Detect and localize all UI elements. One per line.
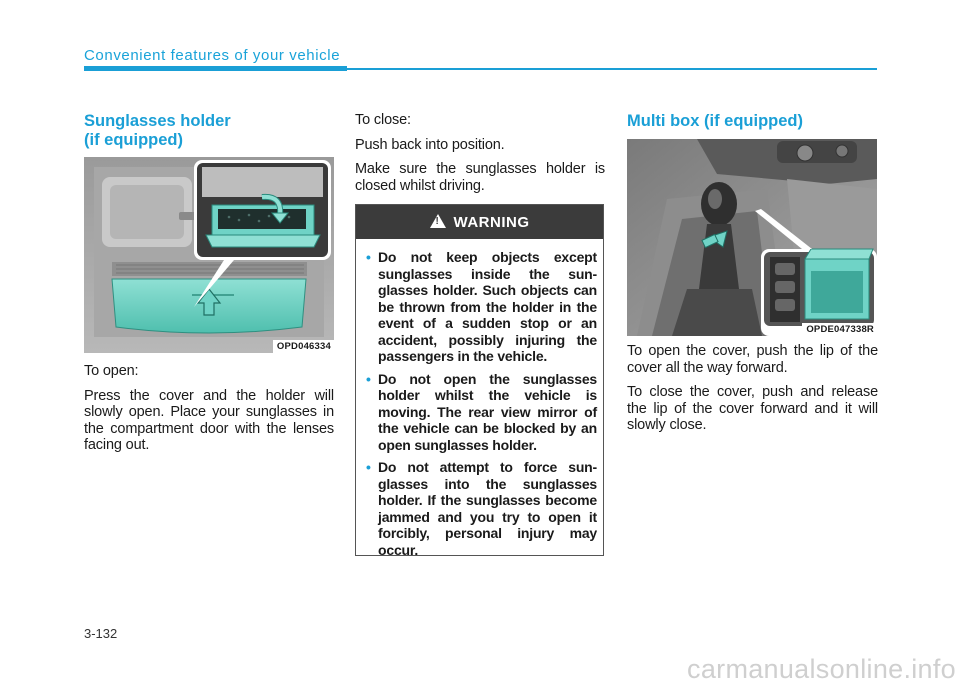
multibox-open-text: To open the cover, push the lip of the cover all the way forward. [627, 343, 878, 376]
open-title: To open: [84, 363, 139, 379]
sunglasses-figure-code: OPD046334 [273, 340, 334, 353]
warning-item-text: Do not open the sunglasses holder whilst the vehicle is moving. The rear view mirror of the vehicle can be blocked by an open sunglasses holder. [378, 370, 597, 453]
header-rule-thin [347, 68, 877, 70]
bullet-icon: • [366, 370, 371, 387]
close-note: Make sure the sunglasses holder is closed whilst driving. [355, 161, 605, 194]
section-header-title: Convenient features of your vehicle [84, 47, 341, 64]
header-rule-thick [84, 66, 347, 71]
warning-item [366, 459, 597, 558]
warning-item [366, 371, 597, 454]
watermark: carmanualsonline.info [687, 654, 956, 684]
multibox-heading: Multi box (if equipped) [627, 112, 803, 130]
sunglasses-holder-illustration [84, 157, 334, 353]
sunglasses-close-text [355, 112, 605, 202]
warning-item-text: Do not keep objects except sunglasses inside the sun- glasses holder. Such objects can be thrown from the holder in the event of a sudden stop or an accident, possibly injuring the passengers in the vehicle. [378, 249, 597, 364]
warning-item [366, 249, 597, 365]
sunglasses-heading-line1: Sunglasses holder [84, 112, 231, 130]
warning-box [355, 204, 604, 556]
page-number: 3-132 [84, 626, 118, 641]
warning-triangle-icon [430, 214, 446, 228]
close-instructions: Push back into position. [355, 136, 505, 153]
multibox-illustration [627, 139, 877, 336]
warning-list [356, 239, 603, 558]
multibox-image [627, 139, 877, 336]
open-instructions: Press the cover and the holder will slowly open. Place your sunglasses in the compartment door with the lenses facing out. [84, 387, 334, 454]
close-title: To close: [355, 112, 411, 128]
sunglasses-heading [84, 112, 231, 150]
multibox-text [627, 343, 878, 442]
bullet-icon: • [366, 459, 371, 475]
sunglasses-heading-line2: (if equipped) [84, 131, 183, 149]
sunglasses-holder-image [84, 157, 334, 353]
bullet-icon: • [366, 249, 371, 265]
sunglasses-open-text [84, 363, 334, 462]
warning-item-text: Do not attempt to force sun- glasses into the sunglasses holder. If the sunglasses become jammed and you try to open it forcibly, personal injury may occur. [378, 459, 597, 558]
multibox-close-text: To close the cover, push and release the lip of the cover forward and it will slowly close. [627, 384, 878, 434]
warning-header [356, 205, 603, 239]
multibox-figure-code: OPDE047338R [802, 323, 877, 336]
warning-label: WARNING [453, 213, 530, 231]
